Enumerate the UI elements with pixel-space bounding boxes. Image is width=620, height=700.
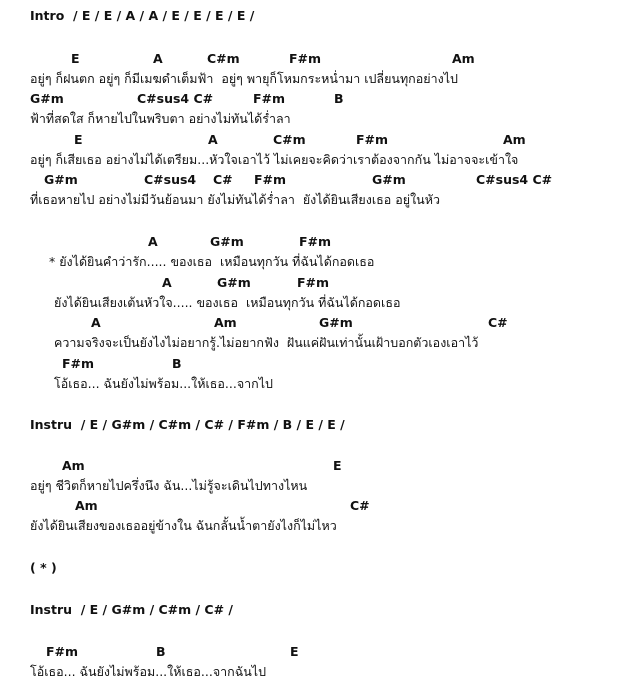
chord-label: Am bbox=[452, 51, 475, 66]
chord-label: F#m bbox=[253, 91, 286, 106]
chord-label: A bbox=[162, 275, 172, 290]
chord-label: F#m bbox=[299, 234, 332, 249]
lyric-line: ยังได้ยินเสียงเต้นหัวใจ..... ของเธอ เหมือนทุกวัน ที่ฉันได้กอดเธอ bbox=[54, 295, 401, 310]
chord-label: C# bbox=[488, 315, 508, 330]
chord-label: Am bbox=[75, 498, 98, 513]
lyric-line: อยู่ๆ ชีวิตก็หายไปครึ่งนึง ฉัน...ไม่รู้จะเดินไปทางไหน bbox=[30, 478, 308, 493]
chord-label: Instru / E / G#m / C#m / C# / bbox=[30, 602, 233, 617]
chord-label: F#m bbox=[297, 275, 330, 290]
lyric-line: ยังได้ยินเสียงของเธออยู่ข้างใน ฉันกลั้นน้ำตายังไงก็ไม่ไหว bbox=[30, 518, 337, 533]
chord-label: G#m bbox=[44, 172, 78, 187]
chord-label: C# bbox=[350, 498, 370, 513]
lyric-line: ที่เธอหายไป อย่างไม่มีวันย้อนมา ยังไม่ทันได้ร่ำลา ยังได้ยินเสียงเธอ อยู่ในหัว bbox=[30, 192, 440, 207]
chord-label: A bbox=[153, 51, 163, 66]
lyric-line: อยู่ๆ ก็ฝนตก อยู่ๆ ก็มีเมฆดำเต็มฟ้า อยู่ๆ พายุก็โหมกระหน่ำมา เปลี่ยนทุกอย่างไป bbox=[30, 71, 458, 86]
lyric-line: โอ้เธอ... ฉันยังไม่พร้อม...ให้เธอ...จากไป bbox=[54, 376, 273, 391]
chord-label: E bbox=[333, 458, 342, 473]
lyric-line: โอ้เธอ... ฉันยังไม่พร้อม...ให้เธอ...จากฉันไป bbox=[30, 664, 267, 679]
chord-label: G#m bbox=[210, 234, 244, 249]
chord-label: B bbox=[156, 644, 166, 659]
chord-label: C#m bbox=[207, 51, 240, 66]
chord-label: C#sus4 bbox=[144, 172, 197, 187]
chord-label: F#m bbox=[46, 644, 79, 659]
chord-label: E bbox=[290, 644, 299, 659]
chord-label: B bbox=[172, 356, 182, 371]
chord-label: A bbox=[91, 315, 101, 330]
chord-label: G#m bbox=[372, 172, 406, 187]
chord-label: Am bbox=[214, 315, 237, 330]
chord-label: C#sus4 C# bbox=[137, 91, 214, 106]
lyric-line: ฟ้าที่สดใส ก็หายไปในพริบตา อย่างไม่ทันได้ร่ำลา bbox=[30, 111, 291, 126]
chord-label: G#m bbox=[30, 91, 64, 106]
chord-label: G#m bbox=[217, 275, 251, 290]
chord-label: ( * ) bbox=[30, 560, 57, 575]
chord-label: Intro / E / E / A / A / E / E / E / E / bbox=[30, 8, 255, 23]
chord-label: F#m bbox=[289, 51, 322, 66]
chord-label: E bbox=[74, 132, 83, 147]
chord-label: F#m bbox=[62, 356, 95, 371]
lyric-line: ความจริงจะเป็นยังไงไม่อยากรู้.ไม่อยากฟัง ฝันแค่ฝันเท่านั้นเฝ้าบอกตัวเองเอาไว้ bbox=[54, 335, 479, 350]
chord-label: A bbox=[148, 234, 158, 249]
chord-label: C# bbox=[213, 172, 233, 187]
chord-label: G#m bbox=[319, 315, 353, 330]
chord-label: Instru / E / G#m / C#m / C# / F#m / B / E / E / bbox=[30, 417, 345, 432]
chord-label: F#m bbox=[356, 132, 389, 147]
chord-label: C#m bbox=[273, 132, 306, 147]
chord-label: B bbox=[334, 91, 344, 106]
chord-label: E bbox=[71, 51, 80, 66]
chord-label: Am bbox=[503, 132, 526, 147]
chord-label: F#m bbox=[254, 172, 287, 187]
chord-label: C#sus4 C# bbox=[476, 172, 553, 187]
lyric-line: อยู่ๆ ก็เสียเธอ อย่างไม่ได้เตรียม...หัวใจเอาไว้ ไม่เคยจะคิดว่าเราต้องจากกัน ไม่อาจจะเข้าใจ bbox=[30, 152, 519, 167]
chord-label: Am bbox=[62, 458, 85, 473]
chord-label: A bbox=[208, 132, 218, 147]
lyric-line: * ยังได้ยินคำว่ารัก..... ของเธอ เหมือนทุกวัน ที่ฉันได้กอดเธอ bbox=[49, 254, 375, 269]
